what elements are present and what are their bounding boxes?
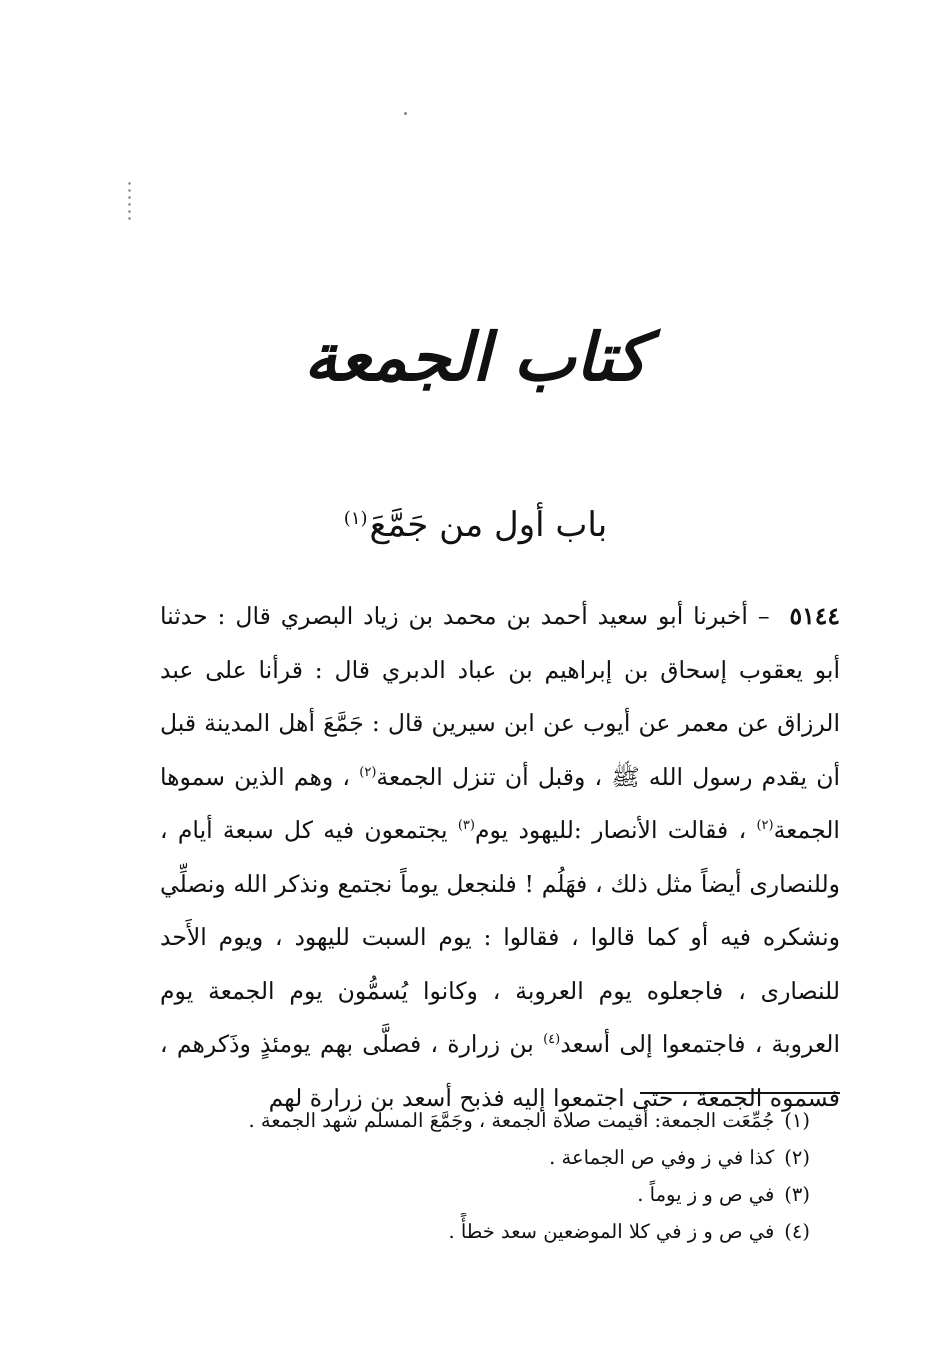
footnote-item	[160, 1213, 810, 1250]
footnote-number: (٣)	[784, 1183, 810, 1206]
footnote-item	[160, 1102, 810, 1139]
text-segment: بن زرارة ، فصلَّى بهم يومئذٍ وذَكرهم ، فسموه الجمعة ، حتى اجتمعوا إليه فذبح أسعد بن زرارة لهم	[160, 1030, 840, 1112]
ink-speck-decoration	[404, 112, 407, 115]
footnote-ref: (٢)	[756, 818, 774, 834]
footnote-ref: (٣)	[457, 818, 475, 834]
margin-dots-decoration	[128, 180, 131, 220]
text-segment: ، وهم الذين سموها الجمعة	[160, 762, 840, 844]
hadith-number: ٥١٤٤	[789, 602, 840, 630]
footnote-ref: (٢)	[359, 764, 377, 780]
hadith-text	[160, 590, 840, 1125]
text-segment: – أخبرنا أبو سعيد أحمد بن محمد بن زياد البصري قال : حدثنا أبو يعقوب إسحاق بن إبراهيم بن عباد الدبري قال : قرأنا على عبد الرزاق عن معمر عن أيوب عن ابن سيرين قال : جَمَّعَ أهل المدينة قبل أن يقدم رسول الله ﷺ ، وقبل أن تنزل الجمعة	[160, 602, 840, 791]
footnote-text: جُمِّعَت الجمعة: أقيمت صلاة الجمعة ، وجَمَّعَ المسلم شهد الجمعة .	[248, 1109, 775, 1132]
footnote-item	[160, 1176, 810, 1213]
footnote-item	[160, 1139, 810, 1176]
footnote-text: في ص و ز يوماً .	[637, 1183, 775, 1206]
footnote-number: (٢)	[784, 1146, 810, 1169]
footnotes	[160, 1102, 810, 1250]
text-segment: ، فقالت الأنصار :لليهود يوم	[474, 816, 747, 844]
footnote-divider	[640, 1092, 840, 1094]
footnote-text: كذا في ز وفي ص الجماعة .	[549, 1146, 775, 1169]
footnote-number: (٤)	[784, 1220, 810, 1243]
footnote-number: (١)	[784, 1109, 810, 1132]
book-title: كتاب الجمعة	[304, 318, 647, 396]
text-segment: يجتمعون فيه كل سبعة أيام ، وللنصارى أيضاً مثل ذلك ، فهَلُم ! فلنجعل يوماً نجتمع ونذكر الله ونصلِّي ونشكره فيه أو كما قالوا ، فقالوا : يوم السبت لليهود ، ويوم الأَحد للنصارى ، فاجعلوه يوم العروبة ، وكانوا يُسمُّون يوم الجمعة يوم العروبة ، فاجتمعوا إلى أسعد	[160, 816, 840, 1058]
footnote-ref: (٤)	[543, 1032, 561, 1048]
footnote-text: في ص و ز في كلا الموضعين سعد خطأً .	[448, 1220, 775, 1243]
footnote-ref: (١)	[343, 507, 368, 529]
chapter-heading	[0, 503, 951, 547]
chapter-title: باب أول من جَمَّعَ	[369, 505, 608, 545]
